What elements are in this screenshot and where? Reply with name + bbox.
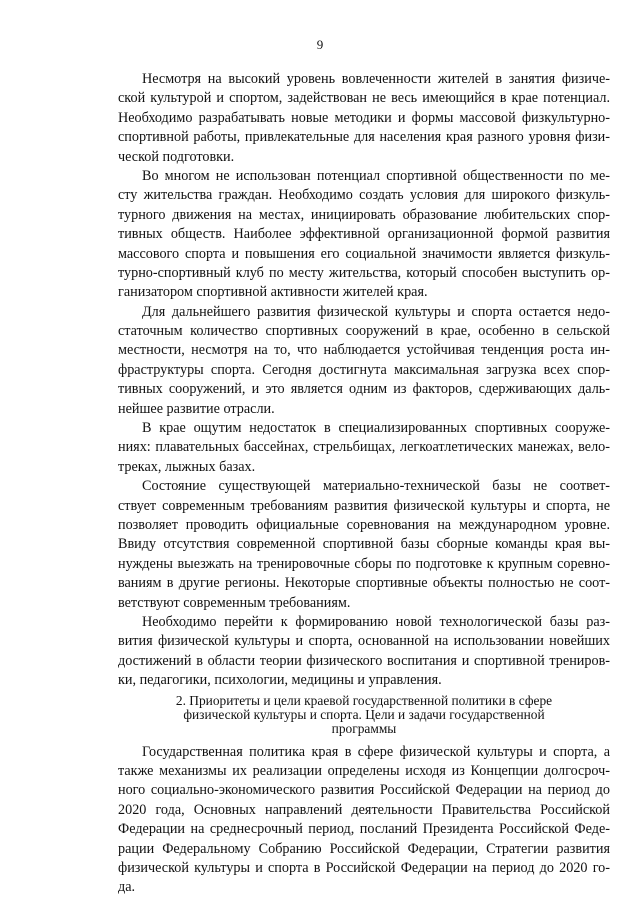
paragraph-line: вития физической культуры и спорта, основанной на использовании новейших — [118, 633, 610, 650]
paragraph-line: ствует современным требованиям развития физической культуры и спорта, не — [118, 497, 610, 514]
paragraph — [118, 613, 610, 691]
paragraph-line: треках, лыжных базах. — [118, 458, 256, 475]
paragraphs-after-heading — [118, 743, 610, 898]
paragraph — [118, 477, 610, 613]
paragraph-line: ного социально-экономического развития Российской Федерации на период до — [118, 782, 610, 799]
paragraph-line: нейшее развитие отрасли. — [118, 400, 275, 417]
document-body — [118, 70, 610, 898]
paragraph-line: да. — [118, 879, 136, 896]
paragraph — [118, 419, 610, 477]
paragraph-line: Для дальнейшего развития физической культуры и спорта остается недо- — [142, 303, 610, 320]
paragraph-line: ческой подготовки. — [118, 148, 235, 165]
paragraph-line: ветствуют современным требованиям. — [118, 594, 351, 611]
paragraph-line: достижений в области теории физического воспитания и спортивной трениров- — [118, 652, 610, 669]
paragraph-line: рации Федеральному Собранию Российской Федерации, Стратегии развития — [118, 840, 610, 857]
paragraph-line: фраструктуры спорта. Сегодня достигнута максимальная загрузка всех спор- — [118, 361, 610, 378]
section-heading-line: физической культуры и спорта. Цели и задачи государственной — [183, 706, 545, 722]
paragraph-line: тивных обществ. Наиболее эффективной организационной формой развития — [118, 226, 610, 243]
paragraph-line: турно-спортивный клуб по месту жительства, который способен выступить ор- — [118, 264, 610, 281]
paragraph — [118, 303, 610, 419]
page-number: 9 — [316, 37, 324, 52]
paragraph-line: нуждены выезжать на тренировочные сборы по подготовке к крупным соревно- — [118, 555, 610, 572]
paragraph-line: ниях: плавательных бассейнах, стрельбищах, легкоатлетических манежах, вело- — [118, 439, 610, 456]
paragraph-line: ганизатором спортивной активности жителей края. — [118, 284, 428, 301]
paragraph-line: массового спорта и повышения его социальной значимости является физкуль- — [118, 245, 610, 262]
paragraph-line: тивных сооружений, и это является одним из факторов, сдерживающих даль- — [118, 381, 610, 398]
paragraph-line: турного движения на местах, инициировать образование любительских спор- — [118, 206, 610, 223]
paragraph — [118, 743, 610, 898]
paragraph-line: сту жительства граждан. Необходимо создать условия для широкого физкуль- — [118, 187, 610, 204]
paragraph-line: позволяет проводить официальные соревнования на международном уровне. — [118, 516, 610, 533]
paragraph-line: Несмотря на высокий уровень вовлеченности жителей в занятия физиче- — [142, 71, 610, 87]
paragraph — [118, 167, 610, 303]
paragraph-line: Ввиду отсутствия современной спортивной базы сборные команды края вы- — [118, 536, 610, 553]
paragraph-line: Государственная политика края в сфере физической культуры и спорта, а — [142, 743, 610, 760]
paragraph-line: В крае ощутим недостаток в специализированных спортивных сооруже- — [142, 420, 610, 437]
paragraph-line: Состояние существующей материально-технической базы не соответ- — [142, 478, 610, 495]
paragraph-line: ской культурой и спортом, задействован не весь имеющийся в крае потенциал. — [118, 90, 610, 107]
section-heading — [118, 694, 610, 737]
paragraph-line: ваниям в другие регионы. Некоторые спортивные объекты полностью не соот- — [118, 575, 610, 592]
paragraph-line: 2020 года, Основных направлений деятельности Правительства Российской — [118, 801, 610, 818]
paragraph-line: спортивной работы, привлекательные для населения края разного уровня физи- — [118, 129, 610, 146]
paragraph-line: Необходимо разрабатывать новые методики и формы массовой физкультурно- — [118, 109, 610, 126]
section-heading-line: программы — [331, 721, 397, 737]
paragraph-line: Во многом не использован потенциал спортивной общественности по ме- — [142, 167, 610, 184]
paragraph-line: физической культуры и спорта в Российской Федерации на период до 2020 го- — [118, 860, 610, 877]
paragraph-line: местности, несмотря на то, что наблюдается устойчивая тенденция роста ин- — [118, 342, 610, 359]
section-heading-line: 2. Приоритеты и цели краевой государственной политики в сфере — [175, 692, 553, 708]
paragraph — [118, 70, 610, 167]
paragraph-line: статочным количество спортивных сооружений в крае, особенно в сельской — [118, 323, 610, 340]
paragraph-line: Необходимо перейти к формированию новой технологической базы раз- — [142, 613, 610, 630]
paragraphs-before-heading — [118, 70, 610, 691]
paragraph-line: также механизмы их реализации определены исходя из Концепции долгосроч- — [118, 763, 610, 780]
paragraph-line: Федерации на среднесрочный период, посланий Президента Российской Феде- — [118, 821, 610, 838]
paragraph-line: ки, педагогики, психологии, медицины и управления. — [118, 672, 442, 689]
